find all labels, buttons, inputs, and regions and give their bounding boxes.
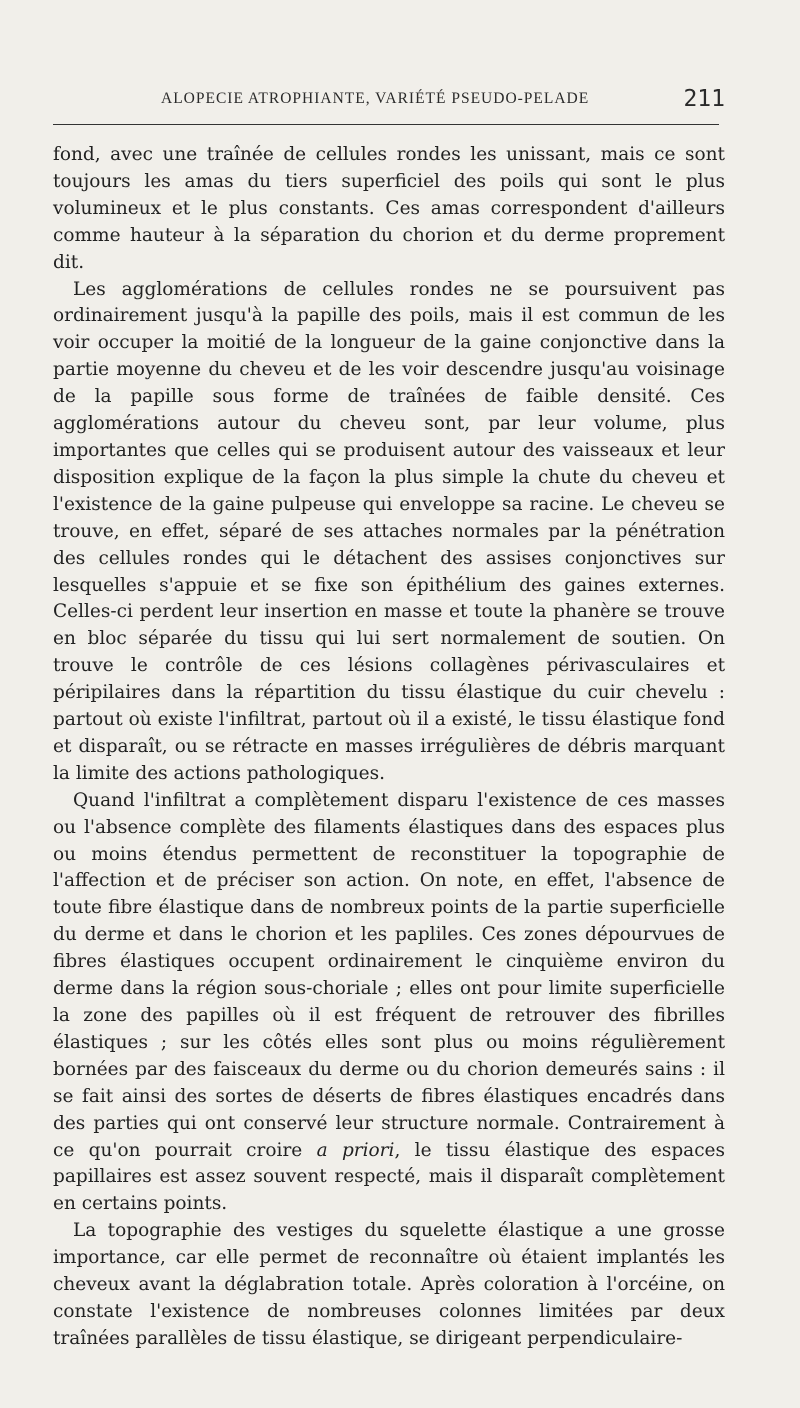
body-text [53, 142, 725, 1353]
text-run: , le tissu élastique des espaces papillaires est assez souvent respecté, mais il disparaît complètement en certains points. [53, 1139, 725, 1215]
running-title: ALOPECIE ATROPHIANTE, VARIÉTÉ PSEUDO-PELADE [161, 90, 590, 107]
running-head [53, 86, 725, 116]
paragraph: La topographie des vestiges du squelette élastique a une grosse importance, car elle permet de reconnaître où étaient implantés les cheveux avant la déglabration totale. Après coloration à l'orcéine, on constate l'existence de nombreuses colonnes limitées par deux traînées parallèles de tissu élastique, se dirigeant perpendiculaire- [53, 1220, 725, 1349]
paragraph: Les agglomérations de cellules rondes ne se poursuivent pas ordinairement jusqu'à la papille des poils, mais il est commun de les voir occuper la moitié de la longueur de la gaine conjonctive dans la partie moyenne du cheveu et de les voir descendre jusqu'au voisinage de la papille sous forme de traînées de faible densité. Ces agglomérations autour du cheveu sont, par leur volume, plus importantes que celles qui se produisent autour des vaisseaux et leur disposition explique de la façon la plus simple la chute du cheveu et l'existence de la gaine pulpeuse qui enveloppe sa racine. Le cheveu se trouve, en effet, séparé de ses attaches normales par la pénétration des cellules rondes qui le détachent des assises conjonctives sur lesquelles s'appuie et se fixe son épithélium des gaines externes. Celles-ci perdent leur insertion en masse et toute la phanère se trouve en bloc séparée du tissu qui lui sert normalement de soutien. On trouve le contrôle de ces lésions collagènes périvasculaires et péripilaires dans la répartition du tissu élastique du cuir chevelu : partout où existe l'infiltrat, partout où il a existé, le tissu élastique fond et disparaît, ou se rétracte en masses irrégulières de débris marquant la limite des actions pathologiques. [53, 278, 725, 784]
paragraph [53, 788, 725, 1219]
text-run: Quand l'infiltrat a complètement disparu l'existence de ces masses ou l'absence complète des filaments élastiques dans des espaces plus ou moins étendus permettent de reconstituer la topographie de l'affection et de préciser son action. On note, en effet, l'absence de toute fibre élastique dans de nombreux points de la partie superficielle du derme et dans le chorion et les papliles. Ces zones dépourvues de fibres élastiques occupent ordinairement le cinquième environ du derme dans la région sous-choriale ; elles ont pour limite superficielle la zone des papilles où il est fréquent de retrouver des fibrilles élastiques ; sur les côtés elles sont plus ou moins régulièrement bornées par des faisceaux du derme ou du chorion demeurés sains : il se fait ainsi des sortes de déserts de fibres élastiques encadrés dans des parties qui ont conservé leur structure normale. Contrairement à ce qu'on pourrait croire [53, 789, 725, 1161]
paragraph: fond, avec une traînée de cellules rondes les unissant, mais ce sont toujours les amas du tiers superficiel des poils qui sont le plus volumineux et le plus constants. Ces amas correspondent d'ailleurs comme hauteur à la séparation du chorion et du derme proprement dit. [53, 144, 725, 273]
italic-phrase: a priori [316, 1139, 395, 1161]
header-rule [53, 124, 719, 125]
page-number: 211 [683, 86, 725, 112]
